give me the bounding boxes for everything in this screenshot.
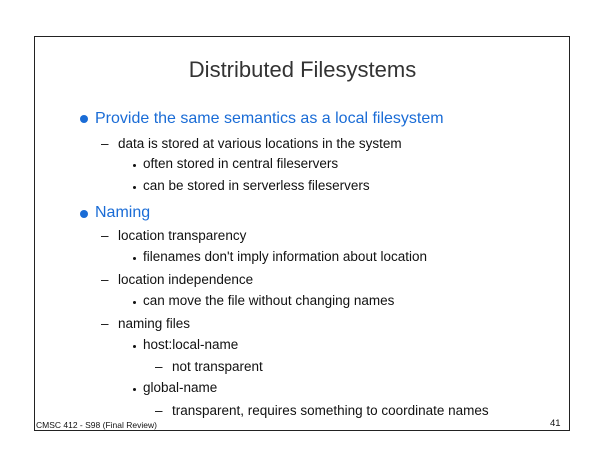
subitem-location-transparency: location transparency xyxy=(118,228,247,243)
small-bullet-icon xyxy=(133,164,136,167)
dash-icon: – xyxy=(101,272,109,287)
bullet-icon xyxy=(80,210,88,218)
dash-icon: – xyxy=(155,359,163,374)
bullet-naming: Naming xyxy=(95,204,151,221)
dash-icon: – xyxy=(101,316,109,331)
slide-footer: CMSC 412 - S98 (Final Review) xyxy=(36,420,157,430)
bullet-icon xyxy=(80,115,88,123)
subitem-coordinate-names: transparent, requires something to coordinate names xyxy=(172,403,489,418)
subitem-central-fileservers: often stored in central fileservers xyxy=(143,156,339,171)
slide-frame xyxy=(34,36,570,431)
page-number: 41 xyxy=(550,418,561,429)
subitem-location-independence: location independence xyxy=(118,272,254,287)
subitem-filenames-location: filenames don't imply information about location xyxy=(143,249,427,264)
subitem-move-file: can move the file without changing names xyxy=(143,293,395,308)
dash-icon: – xyxy=(155,403,163,418)
dash-icon: – xyxy=(101,136,109,151)
subitem-serverless-fileservers: can be stored in serverless fileservers xyxy=(143,178,370,193)
small-bullet-icon xyxy=(133,257,136,260)
small-bullet-icon xyxy=(133,301,136,304)
subitem-global-name: global-name xyxy=(143,380,218,395)
subitem-not-transparent: not transparent xyxy=(172,359,263,374)
slide-title: Distributed Filesystems xyxy=(188,57,417,82)
subitem-host-local-name: host:local-name xyxy=(143,337,239,352)
subitem-data-locations: data is stored at various locations in the system xyxy=(118,136,402,151)
small-bullet-icon xyxy=(133,388,136,391)
small-bullet-icon xyxy=(133,186,136,189)
dash-icon: – xyxy=(101,228,109,243)
subitem-naming-files: naming files xyxy=(118,316,191,331)
bullet-semantics: Provide the same semantics as a local filesystem xyxy=(95,110,444,127)
small-bullet-icon xyxy=(133,345,136,348)
